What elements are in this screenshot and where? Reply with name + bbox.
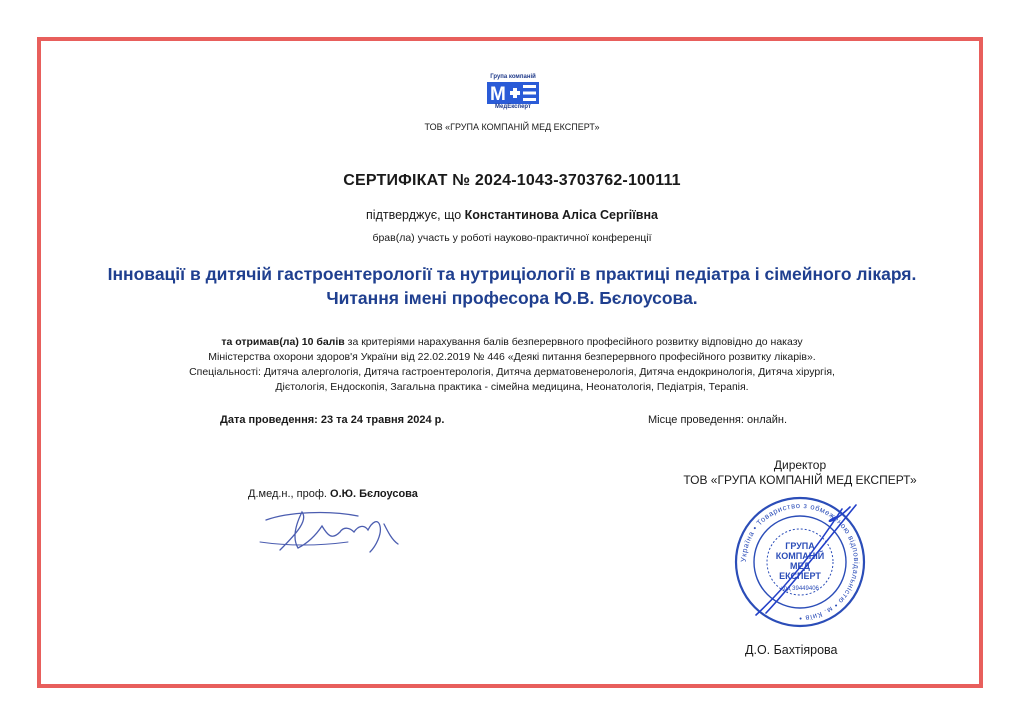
points-line1-rest: за критеріями нарахування балів безперервного професійного розвитку відповідно до наказу xyxy=(347,336,803,348)
participation-line: брав(ла) участь у роботі науково-практичної конференції xyxy=(372,232,652,244)
company-logo xyxy=(486,74,540,114)
stamp-code: код 39449406 xyxy=(781,586,819,592)
event-date: Дата проведення: 23 та 24 травня 2024 р. xyxy=(220,414,445,426)
points-received: та отримав(ла) 10 балів xyxy=(221,336,345,348)
stamp-text-2: КОМПАНІЙ xyxy=(775,551,825,561)
left-signer-title: Д.мед.н., проф. xyxy=(248,488,327,500)
conference-title-line2: Читання імені професора Ю.В. Бєлоусова. xyxy=(326,288,698,308)
certificate-number: СЕРТИФІКАТ № 2024-1043-3703762-100111 xyxy=(343,172,681,189)
confirm-line xyxy=(0,208,1024,222)
director-company: ТОВ «ГРУПА КОМПАНІЙ МЕД ЕКСПЕРТ» xyxy=(683,473,917,487)
left-signature-icon xyxy=(258,502,418,556)
confirm-prefix: підтверджує, що xyxy=(366,208,462,222)
conference-title xyxy=(0,262,1024,310)
left-signer xyxy=(248,488,418,500)
stamp-ring-text: Україна • Товариство з обмеженою відповідальністю • м. Київ • xyxy=(738,500,862,624)
specialties-line2: Дієтологія, Ендоскопія, Загальна практика - сімейна медицина, Неонатологія, Педіатрія, Терапія. xyxy=(275,381,749,393)
logo-bottom-text: МедЕксперт xyxy=(495,104,531,110)
director-role: Директор xyxy=(773,458,827,472)
company-name: ТОВ «ГРУПА КОМПАНІЙ МЕД ЕКСПЕРТ» xyxy=(424,122,600,132)
svg-text:M: M xyxy=(490,84,506,104)
left-signer-name: О.Ю. Бєлоусова xyxy=(330,488,418,500)
conference-title-line1: Інновації в дитячій гастроентерології та нутриціології в практиці педіатра і сімейного лікаря. xyxy=(107,264,917,284)
stamp-text-3: МЕД xyxy=(790,561,810,571)
recipient-name: Константинова Аліса Сергіївна xyxy=(464,208,658,222)
logo-top-text: Група компаній xyxy=(490,74,536,80)
logo-mark-icon xyxy=(487,82,539,104)
event-place: Місце проведення: онлайн. xyxy=(648,414,788,426)
points-block xyxy=(0,335,1024,395)
stamp-text-1: ГРУПА xyxy=(785,541,815,551)
director-block xyxy=(672,458,928,488)
stamp-text-4: ЕКСПЕРТ xyxy=(779,571,821,581)
director-name: Д.О. Бахтіярова xyxy=(745,643,838,657)
points-line2: Міністерства охорони здоров'я України від 22.02.2019 № 446 «Деякі питання безперервного професійного розвитку лікарів». xyxy=(208,351,816,363)
points-line1 xyxy=(0,335,1024,350)
company-stamp-icon xyxy=(722,495,878,629)
specialties-line1: Спеціальності: Дитяча алергологія, Дитяча гастроентерологія, Дитяча дерматовенерологія, Дитяча ендокринологія, Дитяча хірургія, xyxy=(189,366,835,378)
